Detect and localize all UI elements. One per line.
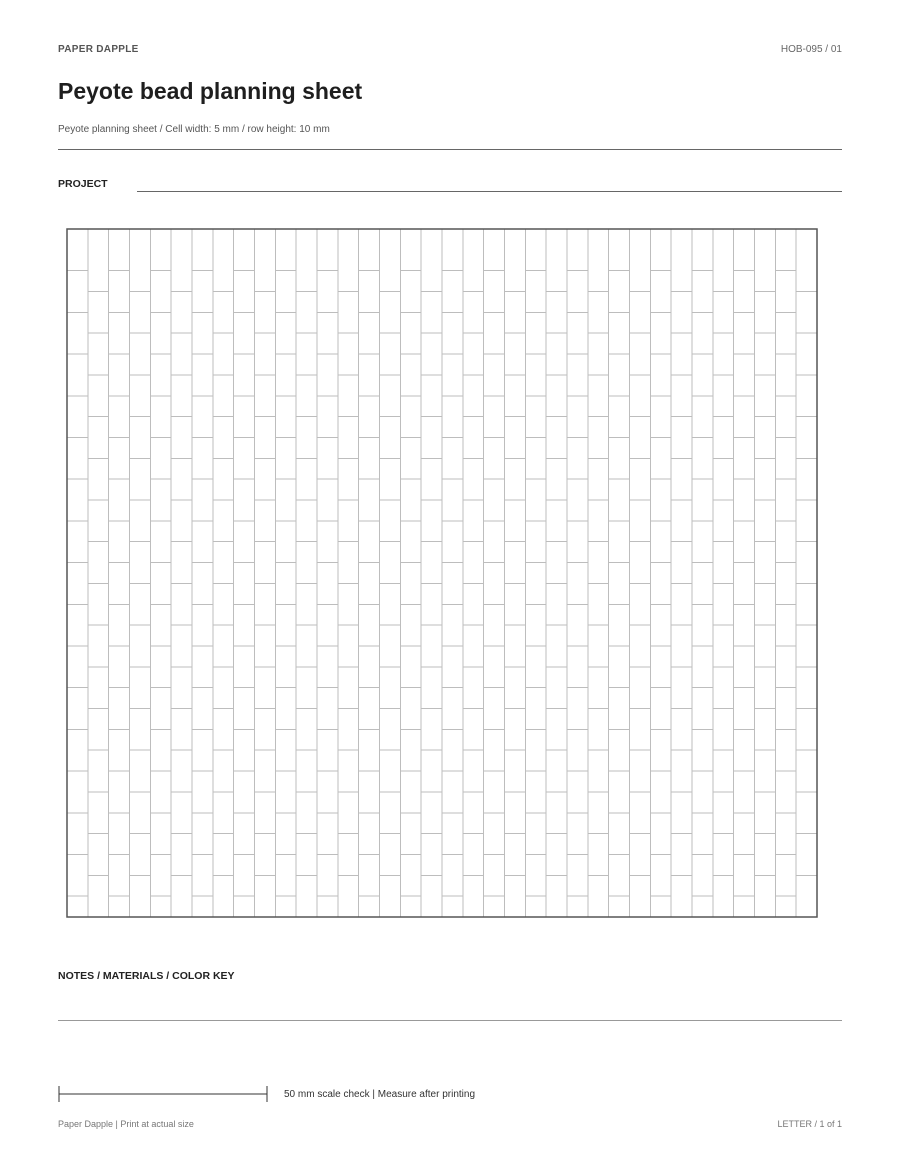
- notes-label: NOTES / MATERIALS / COLOR KEY: [58, 970, 235, 982]
- notes-write-line[interactable]: [58, 1020, 842, 1021]
- page-subtitle: Peyote planning sheet / Cell width: 5 mm / row height: 10 mm: [58, 124, 330, 135]
- title-divider: [58, 149, 842, 150]
- page-title: Peyote bead planning sheet: [58, 78, 363, 104]
- peyote-bead-grid[interactable]: [66, 228, 818, 918]
- scale-check-bar: [58, 1085, 270, 1103]
- footer-page-info: LETTER / 1 of 1: [777, 1119, 842, 1129]
- project-label: PROJECT: [58, 178, 108, 190]
- document-code: HOB-095 / 01: [780, 44, 842, 55]
- project-write-line[interactable]: [137, 191, 842, 192]
- footer-left-text: Paper Dapple | Print at actual size: [58, 1119, 194, 1129]
- scale-check-text: 50 mm scale check | Measure after printing: [284, 1089, 476, 1100]
- brand-name: PAPER DAPPLE: [58, 44, 139, 55]
